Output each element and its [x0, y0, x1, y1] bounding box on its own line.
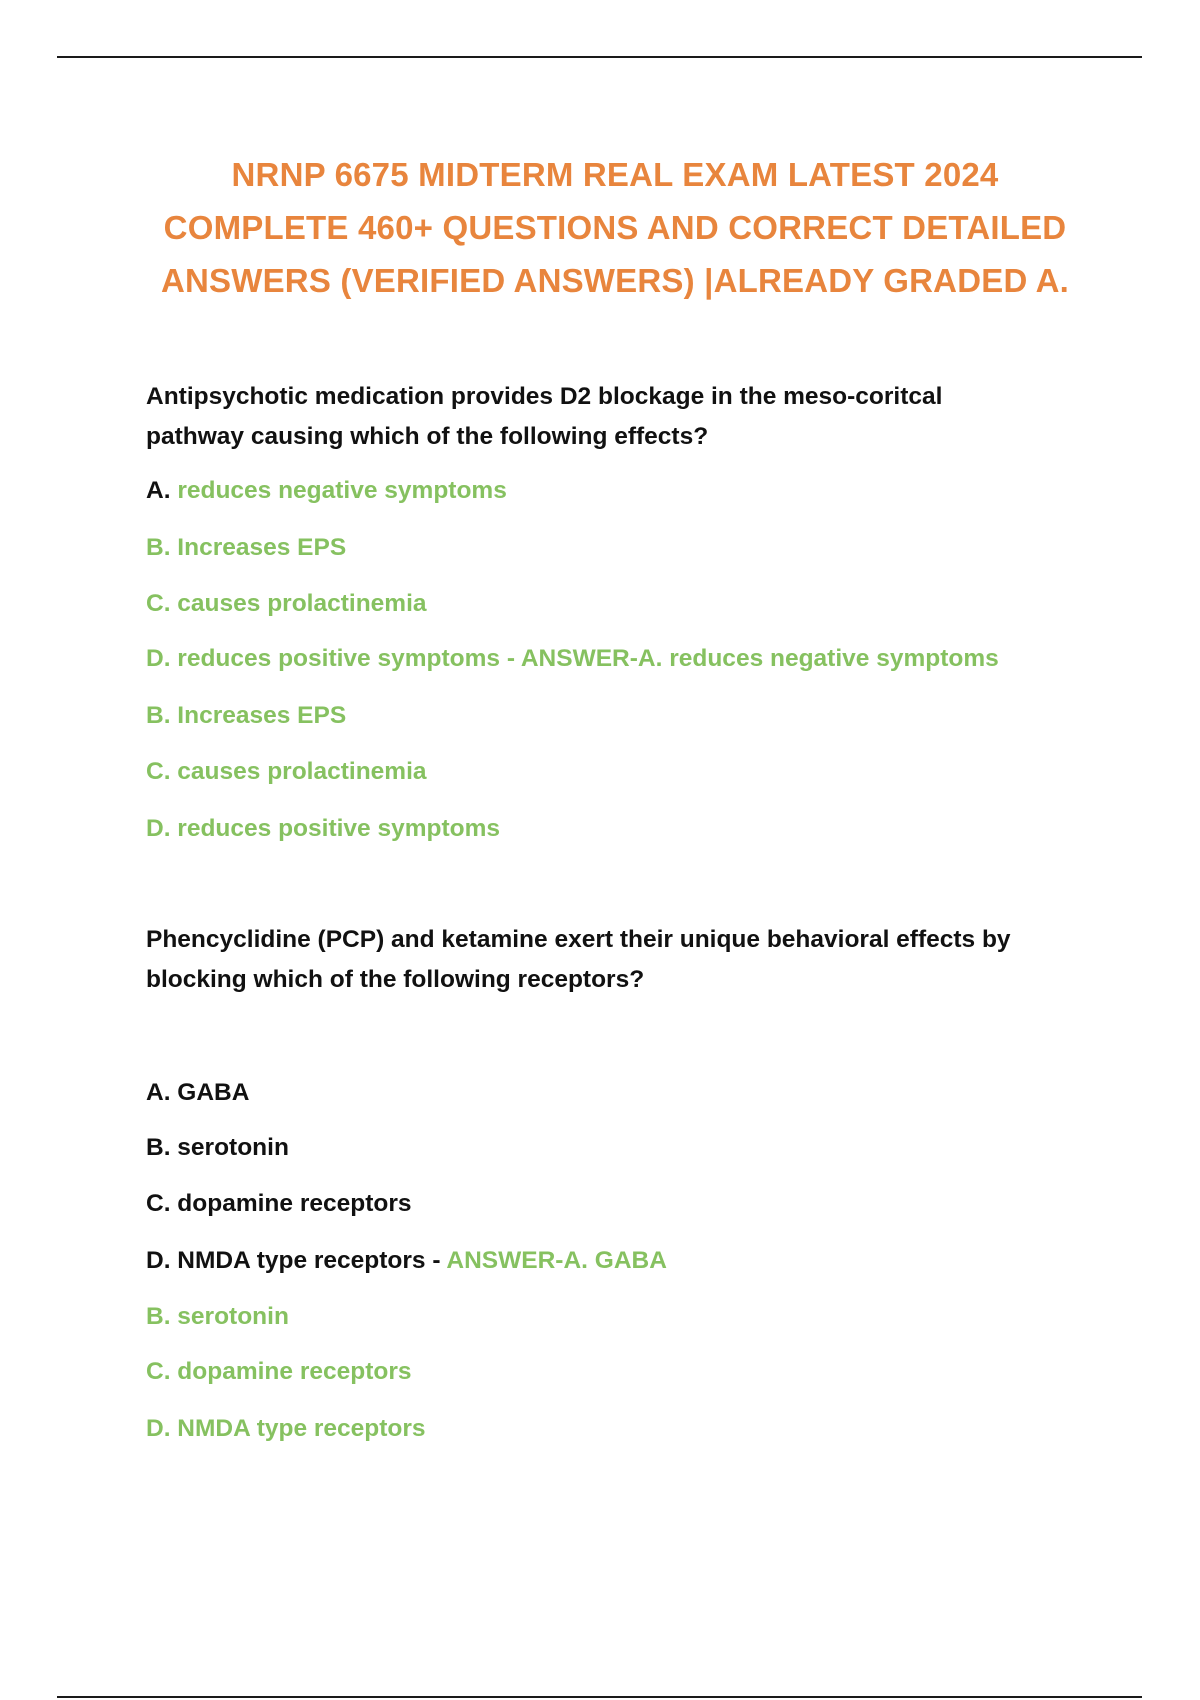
q2-answer-option-d: D. NMDA type receptors — [146, 1415, 426, 1442]
q2-option-c: C. dopamine receptors — [146, 1190, 412, 1217]
top-divider — [57, 56, 1142, 58]
question-1-options — [146, 475, 1106, 875]
q2-answer-option-b: B. serotonin — [146, 1303, 289, 1330]
question-1 — [146, 377, 1106, 457]
q1-option-b: B. Increases EPS — [146, 534, 347, 561]
q2-answer-label: ANSWER-A. GABA — [446, 1247, 667, 1274]
bottom-divider — [57, 1696, 1142, 1698]
q1-answer-option-d: D. reduces positive symptoms — [146, 815, 501, 842]
q2-answer-option-c: C. dopamine receptors — [146, 1358, 412, 1385]
q1-option-c: C. causes prolactinemia — [146, 590, 427, 617]
q1-option-d-with-answer: D. reduces positive symptoms - ANSWER-A. reduces negative symptoms — [146, 645, 999, 672]
question-2-line-1: Phencyclidine (PCP) and ketamine exert their unique behavioral effects by — [146, 926, 1011, 953]
question-2-text — [146, 920, 1106, 1000]
question-1-line-2: pathway causing which of the following effects? — [146, 423, 709, 450]
question-1-line-1: Antipsychotic medication provides D2 blockage in the meso-coritcal — [146, 383, 943, 410]
question-2 — [146, 920, 1106, 1000]
q2-option-a: A. GABA — [146, 1079, 250, 1106]
q2-option-d-text: D. NMDA type receptors - — [146, 1247, 447, 1274]
q1-option-a-text: reduces negative symptoms — [177, 477, 507, 504]
q2-option-b: B. serotonin — [146, 1134, 289, 1161]
title-line-2: COMPLETE 460+ QUESTIONS AND CORRECT DETAILED — [163, 209, 1067, 246]
q1-answer-option-b: B. Increases EPS — [146, 702, 347, 729]
title-line-3: ANSWERS (VERIFIED ANSWERS) |ALREADY GRADED A. — [160, 262, 1070, 299]
question-2-options — [146, 1077, 1106, 1477]
q2-option-d — [146, 1245, 667, 1277]
question-1-text — [146, 377, 1106, 457]
question-2-line-2: blocking which of the following receptors? — [146, 966, 645, 993]
q1-answer-option-c: C. causes prolactinemia — [146, 758, 427, 785]
q1-option-a-label: A. — [146, 477, 178, 504]
title-line-1: NRNP 6675 MIDTERM REAL EXAM LATEST 2024 — [231, 156, 999, 193]
document-title — [120, 148, 1110, 307]
q1-option-a — [146, 475, 507, 507]
